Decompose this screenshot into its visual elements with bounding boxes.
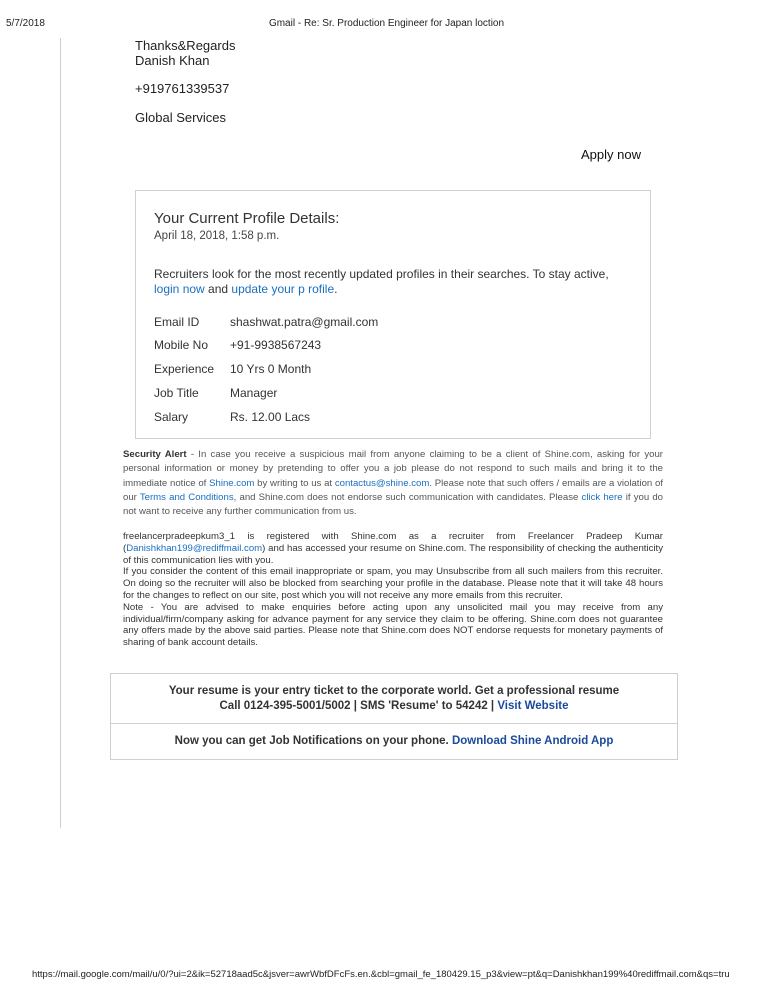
- profile-date: April 18, 2018, 1:58 p.m.: [154, 230, 280, 242]
- recruiter-disclaimer: [123, 531, 663, 649]
- print-title: Gmail - Re: Sr. Production Engineer for Japan loction: [268, 18, 505, 29]
- job-title-value: Manager: [230, 386, 278, 400]
- resume-cta-line: Your resume is your entry ticket to the corporate world. Get a professional resume: [168, 685, 620, 697]
- quote-divider: [60, 38, 61, 828]
- mobile-label: Mobile No: [154, 338, 209, 352]
- unsubscribe-info: If you consider the content of this email inappropriate or spam, you may Unsubscribe from all such mailers from this recruiter. On doing so the recruiter will also be blocked from searching your profile in the database. Please note that it will take 48 hours for the changes to reflect on our site, post which you will not receive any more emails from this recruiter.: [123, 566, 663, 601]
- email-label: Email ID: [154, 315, 200, 329]
- visit-website-link[interactable]: Visit Website: [497, 700, 569, 712]
- click-here-link[interactable]: click here: [581, 491, 623, 503]
- security-text-1: - In case you receive a suspicious mail from anyone claiming to be a client of Shine.com, asking for your personal information or money by pretending to offer you a job please do not respond to such mails and bring it to the immediate notice of: [123, 449, 663, 489]
- print-url: https://mail.google.com/mail/u/0/?ui=2&ik=52718aad5c&jsver=awrWbfDFcFs.en.&cbl=gmail_fe_180429.15_p3&view=pt&q=Danishkhan199%40rediffmail.com&qs=tru: [32, 969, 730, 980]
- profile-intro-text: Recruiters look for the most recently updated profiles in their searches. To stay active,: [154, 267, 609, 281]
- salary-value: Rs. 12.00 Lacs: [230, 410, 311, 424]
- job-title-label: Job Title: [154, 386, 199, 400]
- signature-company: Global Services: [135, 110, 227, 125]
- security-text-4: , and Shine.com does not endorse such communication with candidates. Please: [233, 491, 582, 503]
- resume-contact-line: [110, 699, 678, 714]
- mobile-value: +91-9938567243: [230, 338, 322, 352]
- experience-value: 10 Yrs 0 Month: [230, 362, 312, 376]
- profile-title: Your Current Profile Details:: [154, 210, 340, 227]
- recruiter-email-link[interactable]: Danishkhan199@rediffmail.com: [126, 542, 263, 554]
- email-value-link[interactable]: shashwat.patra@gmail.com: [230, 315, 379, 329]
- security-text-3: . Please note that such offers / emails are a violation of our: [123, 477, 664, 503]
- cta-divider: [110, 723, 678, 724]
- experience-label: Experience: [154, 362, 215, 376]
- print-date: 5/7/2018: [6, 18, 45, 29]
- profile-intro: [154, 267, 634, 297]
- shine-link[interactable]: Shine.com: [209, 477, 255, 489]
- resume-cta: [110, 684, 678, 714]
- recruiter-text-2: ) and has accessed your resume on Shine.com. The responsibility of checking the authenticity of this communication lies with you.: [123, 542, 663, 566]
- resume-contact-text: Call 0124-395-5001/5002 | SMS 'Resume' to 54242 |: [219, 700, 498, 712]
- app-cta-text: Now you can get Job Notifications on your phone.: [174, 735, 452, 747]
- terms-link[interactable]: Terms and Conditions: [139, 491, 234, 503]
- apply-now-link[interactable]: Apply now: [581, 147, 641, 162]
- contact-email-link[interactable]: contactus@shine.com: [334, 477, 430, 489]
- security-alert-heading: Security Alert: [123, 449, 187, 460]
- recruiter-text-1: freelancerpradeepkum3_1 is registered with Shine.com as a recruiter from Freelancer Pradeep Kumar (: [123, 531, 663, 554]
- period-text: .: [334, 282, 338, 296]
- recruiter-info: [123, 531, 663, 566]
- signature-name: Danish Khan: [135, 53, 210, 68]
- app-cta: [110, 735, 678, 747]
- update-profile-link[interactable]: update your p rofile: [231, 282, 335, 296]
- and-text: and: [204, 282, 232, 296]
- security-alert: [123, 448, 663, 519]
- login-now-link[interactable]: login now: [154, 282, 205, 296]
- security-text-2: by writing to us at: [254, 477, 335, 489]
- profile-card: [135, 190, 651, 439]
- advance-payment-note: Note - You are advised to make enquiries before acting upon any unsolicited mail you may receive from any individual/firm/company asking for advance payment for any service they claim to be offering. Shine.com does not guarantee any offers made by the above said parties. Please note that Shine.com does NOT endorse requests for monetary payments of sharing of bank account details.: [123, 601, 663, 649]
- security-text-5: if you do not want to receive any further communication from us.: [123, 491, 663, 518]
- salary-label: Salary: [154, 410, 189, 424]
- download-app-link[interactable]: Download Shine Android App: [451, 735, 614, 747]
- signature-phone: +919761339537: [135, 81, 230, 96]
- signature-closing: Thanks&Regards: [135, 38, 236, 53]
